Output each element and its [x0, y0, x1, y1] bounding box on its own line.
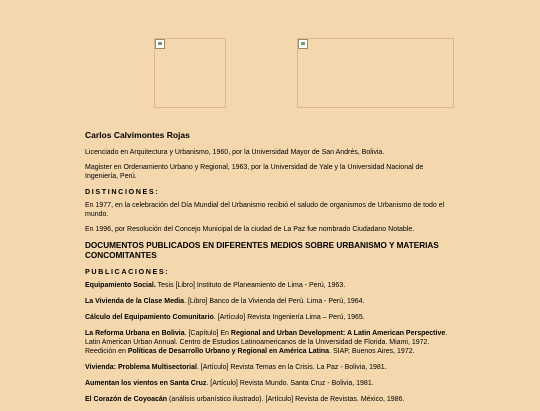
publication-details: . Latin American Urban Annual. Centro de Estudios Latinoamericanos de la Universidad de Florida. Miami, 1972. Reedición en	[85, 330, 448, 355]
publication-title: Políticas de Desarrollo Urbano y Regional en América Latina	[127, 348, 330, 355]
publication-title: Cálculo del Equipamiento Comunitario	[85, 314, 214, 321]
publication-title: La Vivienda de la Clase Media	[85, 298, 185, 305]
publicaciones-heading: PUBLICACIONES:	[85, 267, 170, 276]
publication-item	[85, 281, 457, 290]
publication-details: . [Artículo] Revista Ingeniería Lima – Perú, 1965.	[213, 314, 365, 321]
main-content	[85, 128, 457, 411]
publication-item	[85, 395, 457, 404]
broken-image-icon	[155, 39, 165, 49]
documentos-heading: DOCUMENTOS PUBLICADOS EN DIFERENTES MEDIOS SOBRE URBANISMO Y MATERIAS CONCOMITANTES	[85, 241, 439, 260]
publication-title: Regional and Urban Development: A Latin American Perspective	[230, 330, 446, 337]
publication-title: El Corazón de Coyoacán	[85, 396, 168, 403]
publication-details: . [Artículo] Revista Mundo. Santa Cruz - Bolivia, 1981.	[206, 380, 374, 387]
distinciones-heading: DISTINCIONES:	[85, 187, 160, 196]
publication-details: . [Libro] Banco de la Vivienda del Perú. Lima - Perú, 1964.	[184, 298, 365, 305]
bio-paragraph: Magister en Ordenamiento Urbano y Regional, 1963, por la Universidad de Yale y la Universidad Nacional de Ingeniería, Perú.	[85, 164, 424, 180]
publication-details: . [Artículo] Revista Temas en la Crisis. La Paz - Bolivia, 1981.	[196, 364, 387, 371]
broken-image-icon	[298, 39, 308, 49]
publication-details: Tesis [Libro] Instituto de Planeamiento de Lima - Perú, 1963.	[155, 282, 346, 289]
publication-details: . SIAP, Buenos Aires, 1972.	[329, 348, 415, 355]
publications-list	[85, 281, 457, 404]
publication-title: La Reforma Urbana en Bolivia	[85, 330, 185, 337]
publication-item	[85, 363, 457, 372]
publication-details: (análisis urbanístico ilustrado). [Artículo] Revista de Revistas. México, 1986.	[167, 396, 405, 403]
publication-title: Aumentan los vientos en Santa Cruz	[85, 380, 207, 387]
person-name: Carlos Calvimontes Rojas	[85, 130, 190, 140]
publication-title: Vivienda: Problema Multisectorial	[85, 364, 197, 371]
image-placeholder-left	[154, 38, 226, 108]
publication-title: Equipamiento Social.	[85, 282, 156, 289]
publication-item	[85, 329, 457, 356]
distincion-paragraph: En 1977, en la celebración del Día Mundial del Urbanismo recibió el saludo de organismos de Urbanismo de todo el mundo.	[85, 202, 445, 218]
distincion-paragraph: En 1996, por Resolución del Concejo Municipal de la ciudad de La Paz fue nombrado Ciudadano Notable.	[85, 226, 415, 233]
publication-details: . [Capítulo] En	[184, 330, 231, 337]
image-placeholder-right	[297, 38, 454, 108]
publication-item	[85, 379, 457, 388]
publication-item	[85, 313, 457, 322]
publication-item	[85, 297, 457, 306]
bio-paragraph: Licenciado en Arquitectura y Urbanismo, 1960, por la Universidad Mayor de San Andrés, Bolivia.	[85, 149, 385, 156]
